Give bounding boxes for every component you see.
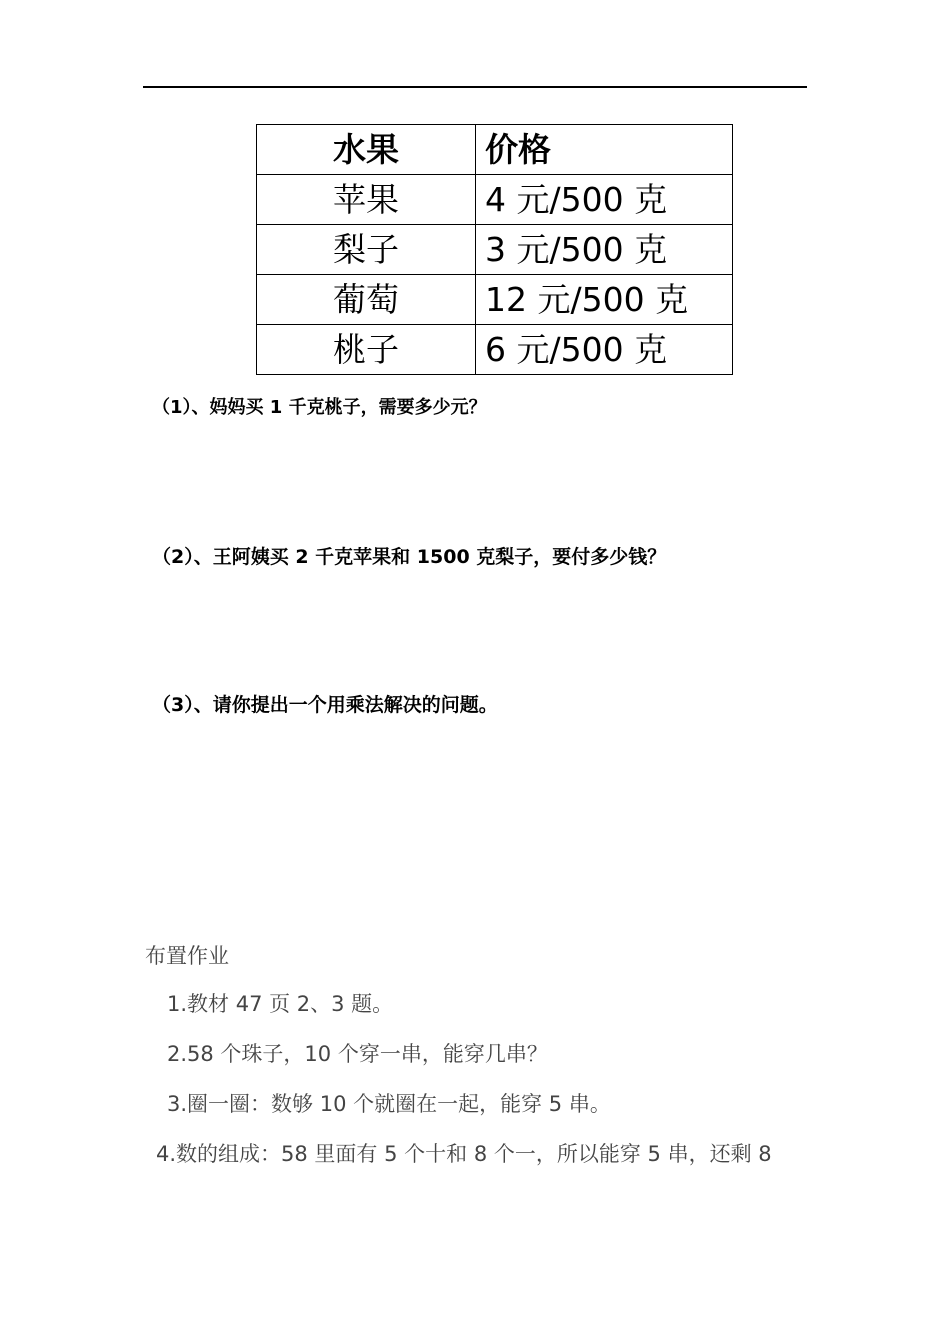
fruit-name: 桃子 xyxy=(257,325,476,375)
homework-item: 3.圈一圈：数够 10 个就圈在一起，能穿 5 串。 xyxy=(167,1092,611,1116)
homework-item: 4.数的组成：58 里面有 5 个十和 8 个一，所以能穿 5 串，还剩 8 xyxy=(156,1142,772,1166)
table-row xyxy=(257,225,733,275)
question-2: （2）、王阿姨买 2 千克苹果和 1500 克梨子，要付多少钱？ xyxy=(152,546,667,568)
fruit-price: 3 元/500 克 xyxy=(476,225,733,275)
fruit-name: 葡萄 xyxy=(257,275,476,325)
table-row xyxy=(257,275,733,325)
header-rule xyxy=(143,86,807,88)
fruit-price: 6 元/500 克 xyxy=(476,325,733,375)
fruit-name: 梨子 xyxy=(257,225,476,275)
fruit-price: 4 元/500 克 xyxy=(476,175,733,225)
homework-item: 1.教材 47 页 2、3 题。 xyxy=(167,992,394,1016)
question-3: （3）、请你提出一个用乘法解决的问题。 xyxy=(152,694,498,716)
table-row xyxy=(257,175,733,225)
table-header-row xyxy=(257,125,733,175)
header-price: 价格 xyxy=(476,125,733,175)
fruit-price-table xyxy=(256,124,733,375)
fruit-price: 12 元/500 克 xyxy=(476,275,733,325)
homework-item: 2.58 个珠子，10 个穿一串，能穿几串？ xyxy=(167,1042,548,1066)
homework-title: 布置作业 xyxy=(145,944,229,968)
table-row xyxy=(257,325,733,375)
fruit-name: 苹果 xyxy=(257,175,476,225)
question-1: （1）、妈妈买 1 千克桃子，需要多少元？ xyxy=(152,397,487,418)
header-fruit: 水果 xyxy=(257,125,476,175)
